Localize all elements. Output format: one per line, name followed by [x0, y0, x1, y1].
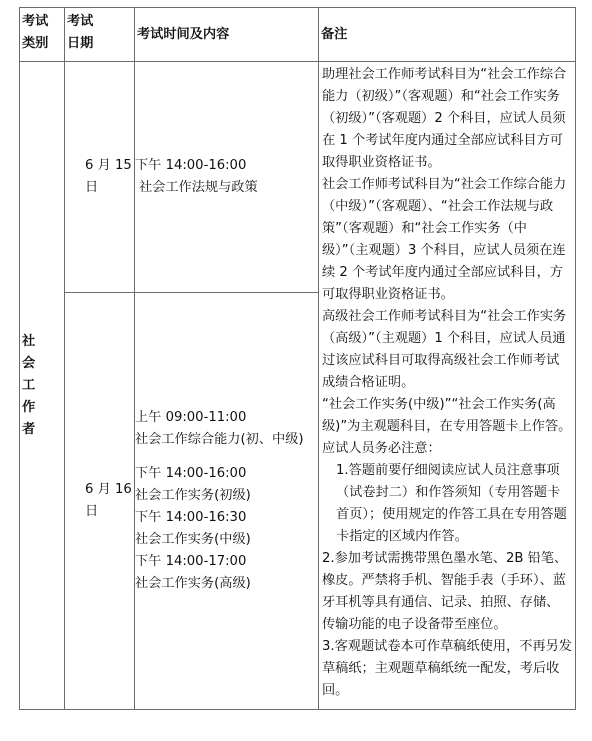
category-char: 社	[22, 333, 36, 349]
remark-paragraph: 高级社会工作师考试科目为“社会工作实务（高级）”（主观题）1 个科目，应试人员通过该应试科目可取得高级社会工作师考试成绩合格证明。	[322, 309, 567, 390]
remark-paragraph: 应试人员务必注意：	[322, 441, 441, 456]
remark-paragraph: 2.参加考试需携带黑色墨水笔、2B 铅笔、橡皮。严禁将手机、智能手表（手环）、蓝牙耳机等具有通信、记录、拍照、存储、传输功能的电子设备带至座位。	[322, 551, 568, 632]
date-cell: 6 月 15 日	[65, 62, 135, 293]
remark-paragraph: 助理社会工作师考试科目为“社会工作综合能力（初级）”（客观题）和“社会工作实务（初级）”（客观题）2 个科目，应试人员须在 1 个考试年度内通过全部应试科目方可取得职业资格证书。	[322, 67, 567, 170]
exam-schedule-table	[19, 7, 576, 710]
session-subject: 社会工作实务(中级)	[135, 532, 251, 547]
date-cell: 6 月 16 日	[65, 293, 135, 710]
category-cell	[20, 62, 65, 710]
header-remark: 备注	[319, 8, 576, 62]
header-date	[65, 8, 135, 62]
remark-paragraph: 1.答题前要仔细阅读应试人员注意事项（试卷封二）和作答须知（专用答题卡首页）；使用规定的作答工具在专用答题卡指定的区域内作答。	[336, 463, 567, 544]
session-cell	[135, 293, 319, 710]
header-row	[20, 8, 576, 62]
category-char: 工	[22, 377, 36, 393]
session-time: 下午 14:00-17:00	[135, 554, 247, 569]
session-subject: 社会工作法规与政策	[139, 180, 258, 195]
remarks-cell	[319, 62, 576, 710]
session-time: 下午 14:00-16:00	[135, 158, 247, 173]
session-subject: 社会工作综合能力(初、中级)	[135, 432, 304, 447]
session-time: 下午 14:00-16:00	[135, 466, 247, 481]
remark-paragraph: 3.客观题试卷本可作草稿纸使用，不再另发草稿纸；主观题草稿纸统一配发，考后收回。	[322, 639, 572, 698]
header-category-line2: 类别	[22, 36, 49, 51]
header-date-line1: 考试	[67, 14, 94, 29]
category-char: 作	[22, 399, 36, 415]
category-char: 者	[22, 421, 36, 437]
session-time: 下午 14:00-16:30	[135, 510, 247, 525]
header-content: 考试时间及内容	[135, 8, 319, 62]
header-category	[20, 8, 65, 62]
session-time: 上午 09:00-11:00	[135, 410, 247, 425]
session-subject: 社会工作实务(高级)	[135, 576, 251, 591]
header-date-line2: 日期	[67, 36, 94, 51]
header-category-line1: 考试	[22, 14, 49, 29]
remark-paragraph: 社会工作师考试科目为“社会工作综合能力（中级）”（客观题）、“社会工作法规与政策”（客观题）和“社会工作实务（中级）”（主观题）3 个科目，应试人员须在连续 2 个考试年度内通过全部应试科目，方可取得职业资格证书。	[322, 177, 567, 302]
session-subject: 社会工作实务(初级)	[135, 488, 251, 503]
remark-paragraph: “社会工作实务(中级)”“社会工作实务(高级)”为主观题科目，在专用答题卡上作答。	[322, 397, 572, 434]
category-char: 会	[22, 355, 36, 371]
session-cell	[135, 62, 319, 293]
table-row	[20, 62, 576, 293]
spacer	[135, 451, 316, 463]
